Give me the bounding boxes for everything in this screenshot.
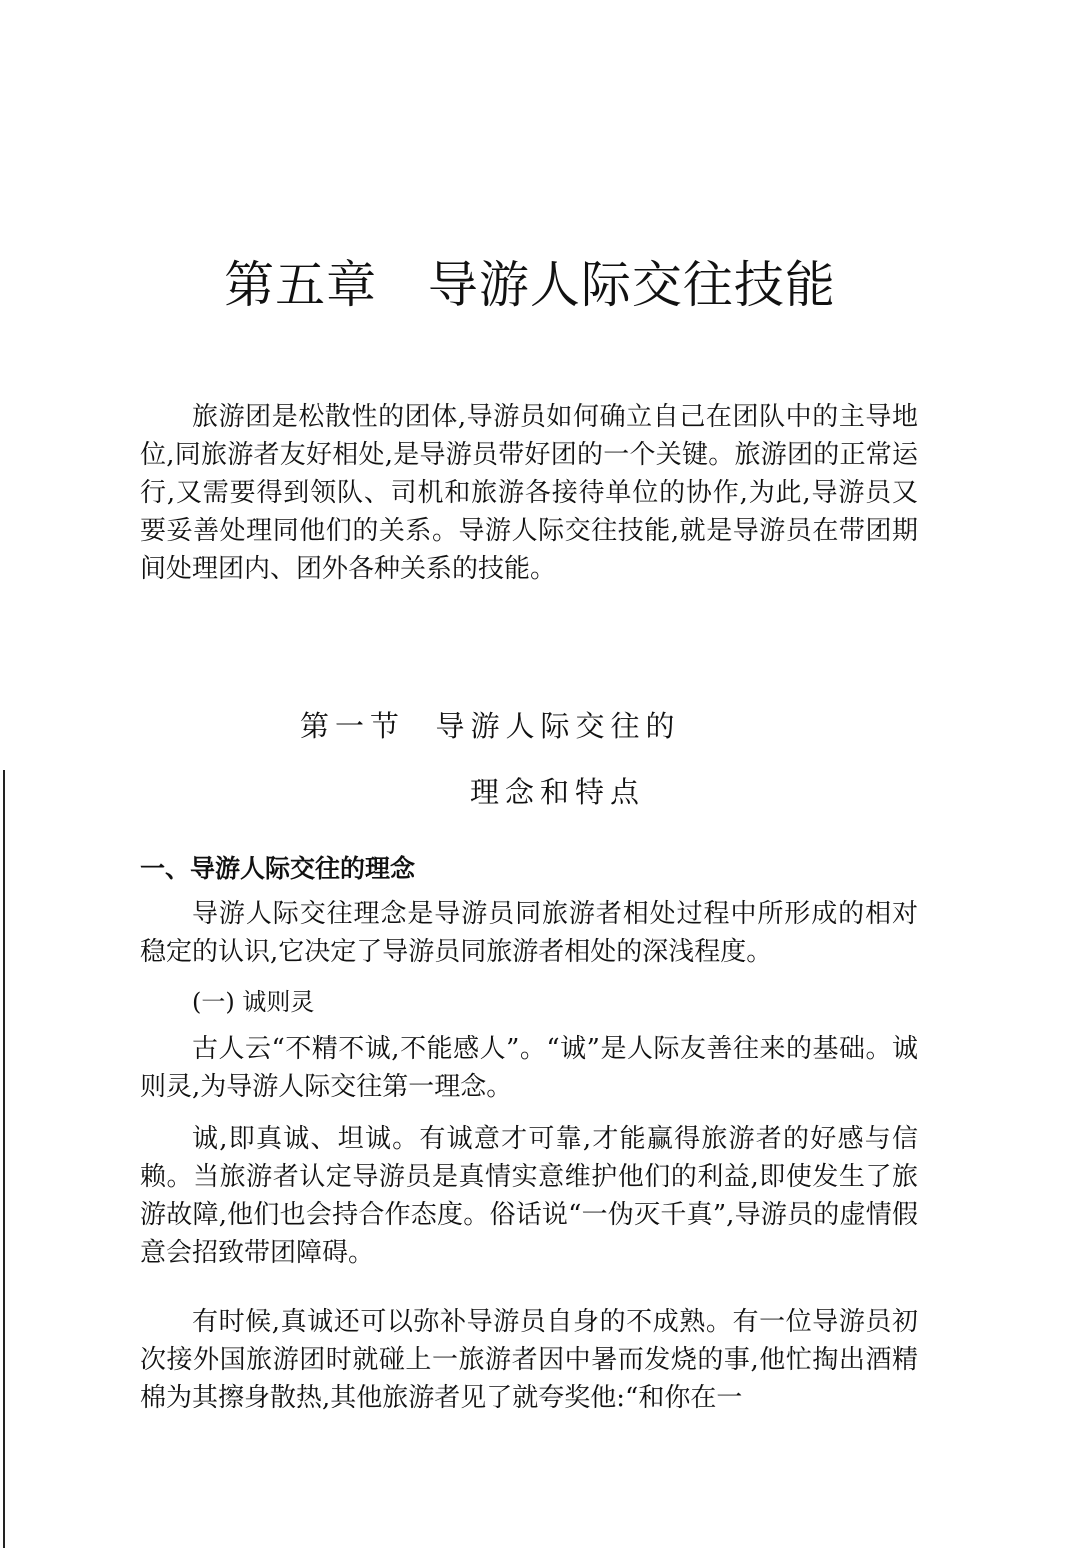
intro-paragraph: 旅游团是松散性的团体,导游员如何确立自己在团队中的主导地位,同旅游者友好相处,是导游员带好团的一个关键。旅游团的正常运行,又需要得到领队、司机和旅游各接待单位的协作,为此,导游员又要妥善处理同他们的关系。导游人际交往技能,就是导游员在带团期间处理团内、团外各种关系的技能。 (140, 402, 918, 584)
body-paragraph: 古人云“不精不诚,不能感人”。“诚”是人际友善往来的基础。诚则灵,为导游人际交往第一理念。 (140, 1034, 918, 1102)
section-title-text: 导游人际交往的 (435, 709, 681, 743)
section-title-line2: 理念和特点 (470, 775, 646, 809)
chapter-number: 第五章 (224, 256, 378, 314)
chapter-title (140, 250, 920, 320)
body-paragraph: 导游人际交往理念是导游员同旅游者相处过程中所形成的相对稳定的认识,它决定了导游员同旅游者相处的深浅程度。 (140, 899, 918, 967)
body-paragraph: 有时候,真诚还可以弥补导游员自身的不成熟。有一位导游员初次接外国旅游团时就碰上一旅游者因中暑而发烧的事,他忙掏出酒精棉为其擦身散热,其他旅游者见了就夸奖他:“和你在一 (140, 1307, 918, 1413)
chapter-name: 导游人际交往技能 (427, 256, 836, 314)
point-heading: (一) 诚则灵 (192, 988, 315, 1016)
scan-edge-line (3, 770, 5, 1548)
body-paragraph: 诚,即真诚、坦诚。有诚意才可靠,才能赢得旅游者的好感与信赖。当旅游者认定导游员是真情实意维护他们的利益,即使发生了旅游故障,他们也会持合作态度。俗话说“一伪灭千真”,导游员的虚情假意会招致带团障碍。 (140, 1124, 918, 1268)
section-number: 第一节 (300, 709, 406, 743)
section-title-line1 (300, 696, 780, 756)
subsection-heading: 一、导游人际交往的理念 (140, 854, 416, 883)
